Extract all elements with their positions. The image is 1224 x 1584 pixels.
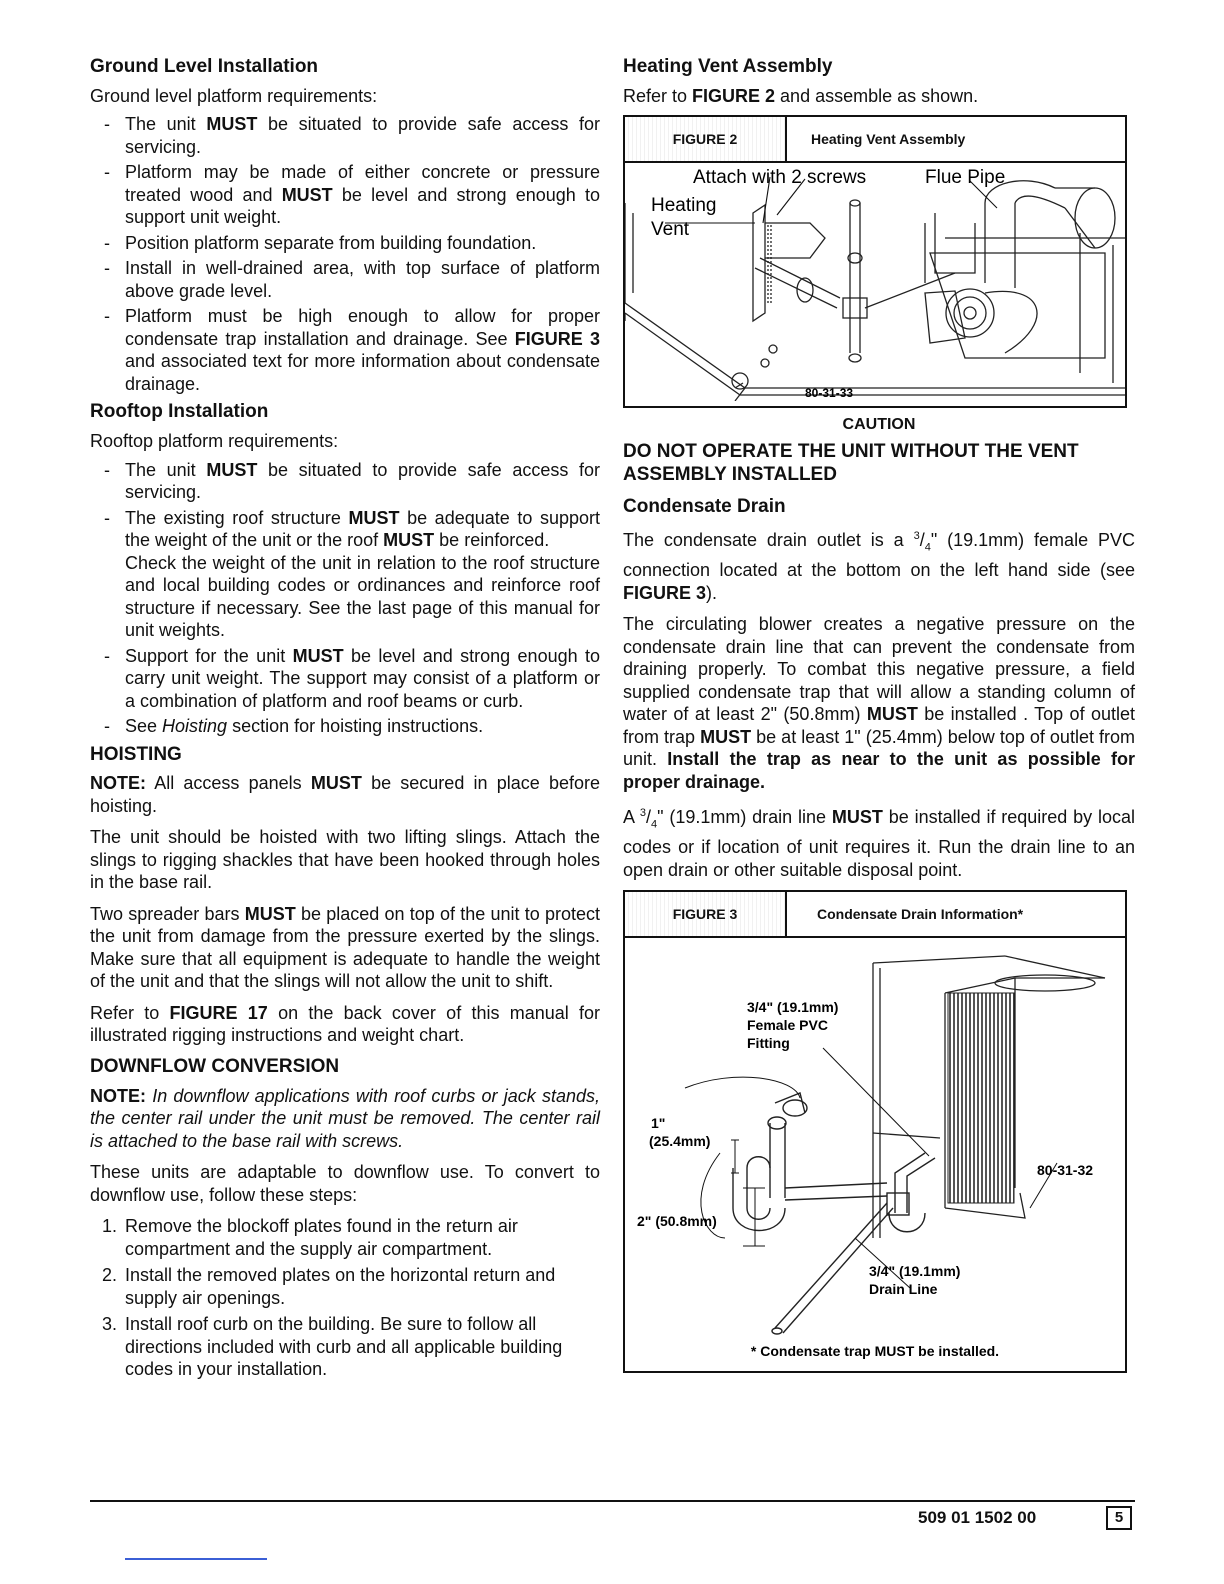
- footer-rule: [90, 1500, 1135, 1502]
- fitting-type-label: Female PVC: [747, 1017, 828, 1034]
- condensate-p2: The circulating blower creates a negative pressure on the condensate drain line that can prevent the condensate from draining properly. To combat this negative pressure, a field supplied condensate trap that will allow a standing column of water of at least 2" (50.8mm) MUST be installed . Top of outlet from trap MUST be at least 1" (25.4mm) below top of outlet from unit. Install the trap as near to the unit as possible for proper drainage.: [623, 614, 1135, 792]
- list-item: 2. Install the removed plates on the horizontal return and supply air openings.: [102, 1265, 556, 1308]
- list-item: - See Hoisting section for hoisting instructions.: [90, 715, 600, 738]
- hoisting-p1: The unit should be hoisted with two lifting slings. Attach the slings to rigging shackles that have been hooked through holes in the base rail.: [90, 827, 600, 893]
- figure-2-title: Heating Vent Assembly: [811, 131, 966, 148]
- list-item: 3. Install roof curb on the building. Be sure to follow all directions included with curb and all applicable building codes in your installation.: [102, 1314, 563, 1380]
- vent-intro: Refer to FIGURE 2 and assemble as shown.: [623, 85, 979, 106]
- flue-pipe-label: Flue Pipe: [925, 167, 1006, 189]
- attach-label: Attach with 2 screws: [693, 167, 867, 189]
- heading-rooftop: Rooftop Installation: [90, 401, 269, 423]
- two-inch-label: 2" (50.8mm): [637, 1213, 717, 1230]
- figure-3-code: 80-31-32: [1037, 1162, 1094, 1179]
- heating-vent-diagram: [625, 163, 1125, 401]
- coil-fins: [948, 993, 1014, 1203]
- figure-3-label: FIGURE 3: [625, 892, 787, 936]
- list-item: - The existing roof structure MUST be adequate to support the weight of the unit or the roof MUST be reinforced. Check the weight of the unit in relation to the roof structure and local building codes or ordinances and reinforce roof structure if necessary. See the last page of this manual for unit weights.: [90, 507, 600, 642]
- rooftop-intro: Rooftop platform requirements:: [90, 431, 339, 452]
- vent-label: Vent: [651, 219, 690, 241]
- right-column: [623, 56, 1135, 1373]
- document-number: 509 01 1502 00: [918, 1508, 1037, 1527]
- heating-label: Heating: [651, 195, 717, 217]
- caution-label: CAUTION: [842, 416, 916, 434]
- condensate-drain-diagram: [625, 938, 1125, 1366]
- fitting-size-label: 3/4" (19.1mm): [747, 999, 839, 1016]
- figure-3-title: Condensate Drain Information*: [817, 906, 1024, 923]
- divider-line: [125, 1558, 267, 1560]
- downflow-p1: These units are adaptable to downflow use. To convert to downflow use, follow these steps:: [90, 1162, 600, 1205]
- unit-cabinet-illustration: [625, 203, 1125, 401]
- heading-hoisting: HOISTING: [90, 743, 182, 765]
- drain-line-label: Drain Line: [869, 1281, 938, 1298]
- heading-ground-level: Ground Level Installation: [90, 56, 319, 77]
- figure-2-label: FIGURE 2: [625, 117, 787, 161]
- page-number: 5: [1106, 1506, 1132, 1530]
- condensate-p3: A $^3/_4$" (19.1mm) drain line MUST be installed if required by local codes or if location of unit requires it. Run the drain line to an open drain or other suitable disposal point.: [623, 807, 1136, 880]
- hoisting-p2: Two spreader bars MUST be placed on top of the unit to protect the unit from damage from the pressure exerted by the slings. Make sure that all equipment is adequate to handle the weight of the unit and that the slings will not allow the unit to shift.: [90, 903, 600, 992]
- list-item: - Platform must be high enough to allow for proper condensate trap installation and drainage. See FIGURE 3 and associated text for more information about condensate drainage.: [90, 305, 600, 395]
- list-item: - Support for the unit MUST be level and strong enough to carry unit weight. The support may consist of a platform or a combination of platform and roof beams or curb.: [90, 645, 600, 713]
- drain-size-label: 3/4" (19.1mm): [869, 1263, 961, 1280]
- hoisting-note: NOTE: All access panels MUST be secured in place before hoisting.: [90, 773, 600, 816]
- list-item: - Platform may be made of either concrete or pressure treated wood and MUST be level and strong enough to support unit weight.: [90, 161, 600, 229]
- blower-illustration: [925, 181, 1115, 353]
- figure-3-header: [625, 892, 1125, 938]
- heading-downflow: DOWNFLOW CONVERSION: [90, 1055, 340, 1077]
- left-column: [90, 56, 600, 1385]
- ground-list: [90, 113, 600, 395]
- list-item: - Position platform separate from building foundation.: [90, 232, 600, 255]
- list-item: 1. Remove the blockoff plates found in the return air compartment and the supply air compartment.: [102, 1216, 518, 1259]
- downflow-note: NOTE: In downflow applications with roof curbs or jack stands, the center rail under the unit must be removed. The center rail is attached to the base rail with screws.: [90, 1085, 600, 1151]
- one-inch-label: 1": [651, 1115, 666, 1132]
- heading-heating-vent: Heating Vent Assembly: [623, 56, 833, 77]
- ground-intro: Ground level platform requirements:: [90, 85, 378, 106]
- fitting-label: Fitting: [747, 1035, 790, 1052]
- one-inch-mm-label: (25.4mm): [649, 1133, 711, 1150]
- condensate-p1: The condensate drain outlet is a $^3/_4$" (19.1mm) female PVC connection located at the bottom on the left hand side (see FIGURE 3).: [623, 530, 1135, 603]
- rooftop-item-continuation: Check the weight of the unit in relation to the roof structure and local building codes or ordinances and reinforce roof structure if necessary. See the last page of this manual for unit weights.: [125, 552, 600, 641]
- rooftop-list: [90, 459, 600, 738]
- list-item: - The unit MUST be situated to provide safe access for servicing.: [90, 459, 600, 504]
- list-item: - Install in well-drained area, with top surface of platform above grade level.: [90, 257, 600, 302]
- hoisting-p3: Refer to FIGURE 17 on the back cover of this manual for illustrated rigging instructions and weight chart.: [90, 1002, 601, 1046]
- figure-2-header: [625, 117, 1125, 163]
- list-item: - The unit MUST be situated to provide safe access for servicing.: [90, 113, 600, 158]
- trap-piping: [733, 1093, 935, 1334]
- figure-3: [623, 890, 1127, 1373]
- figure-2-code: 80-31-33: [805, 386, 854, 401]
- figure-2: [623, 115, 1127, 408]
- figure-3-footnote: * Condensate trap MUST be installed.: [750, 1343, 1000, 1360]
- downflow-steps: [90, 1215, 600, 1381]
- caution-warning: DO NOT OPERATE THE UNIT WITHOUT THE VENT ASSEMBLY INSTALLED: [623, 441, 1079, 486]
- heading-condensate-drain: Condensate Drain: [623, 496, 786, 518]
